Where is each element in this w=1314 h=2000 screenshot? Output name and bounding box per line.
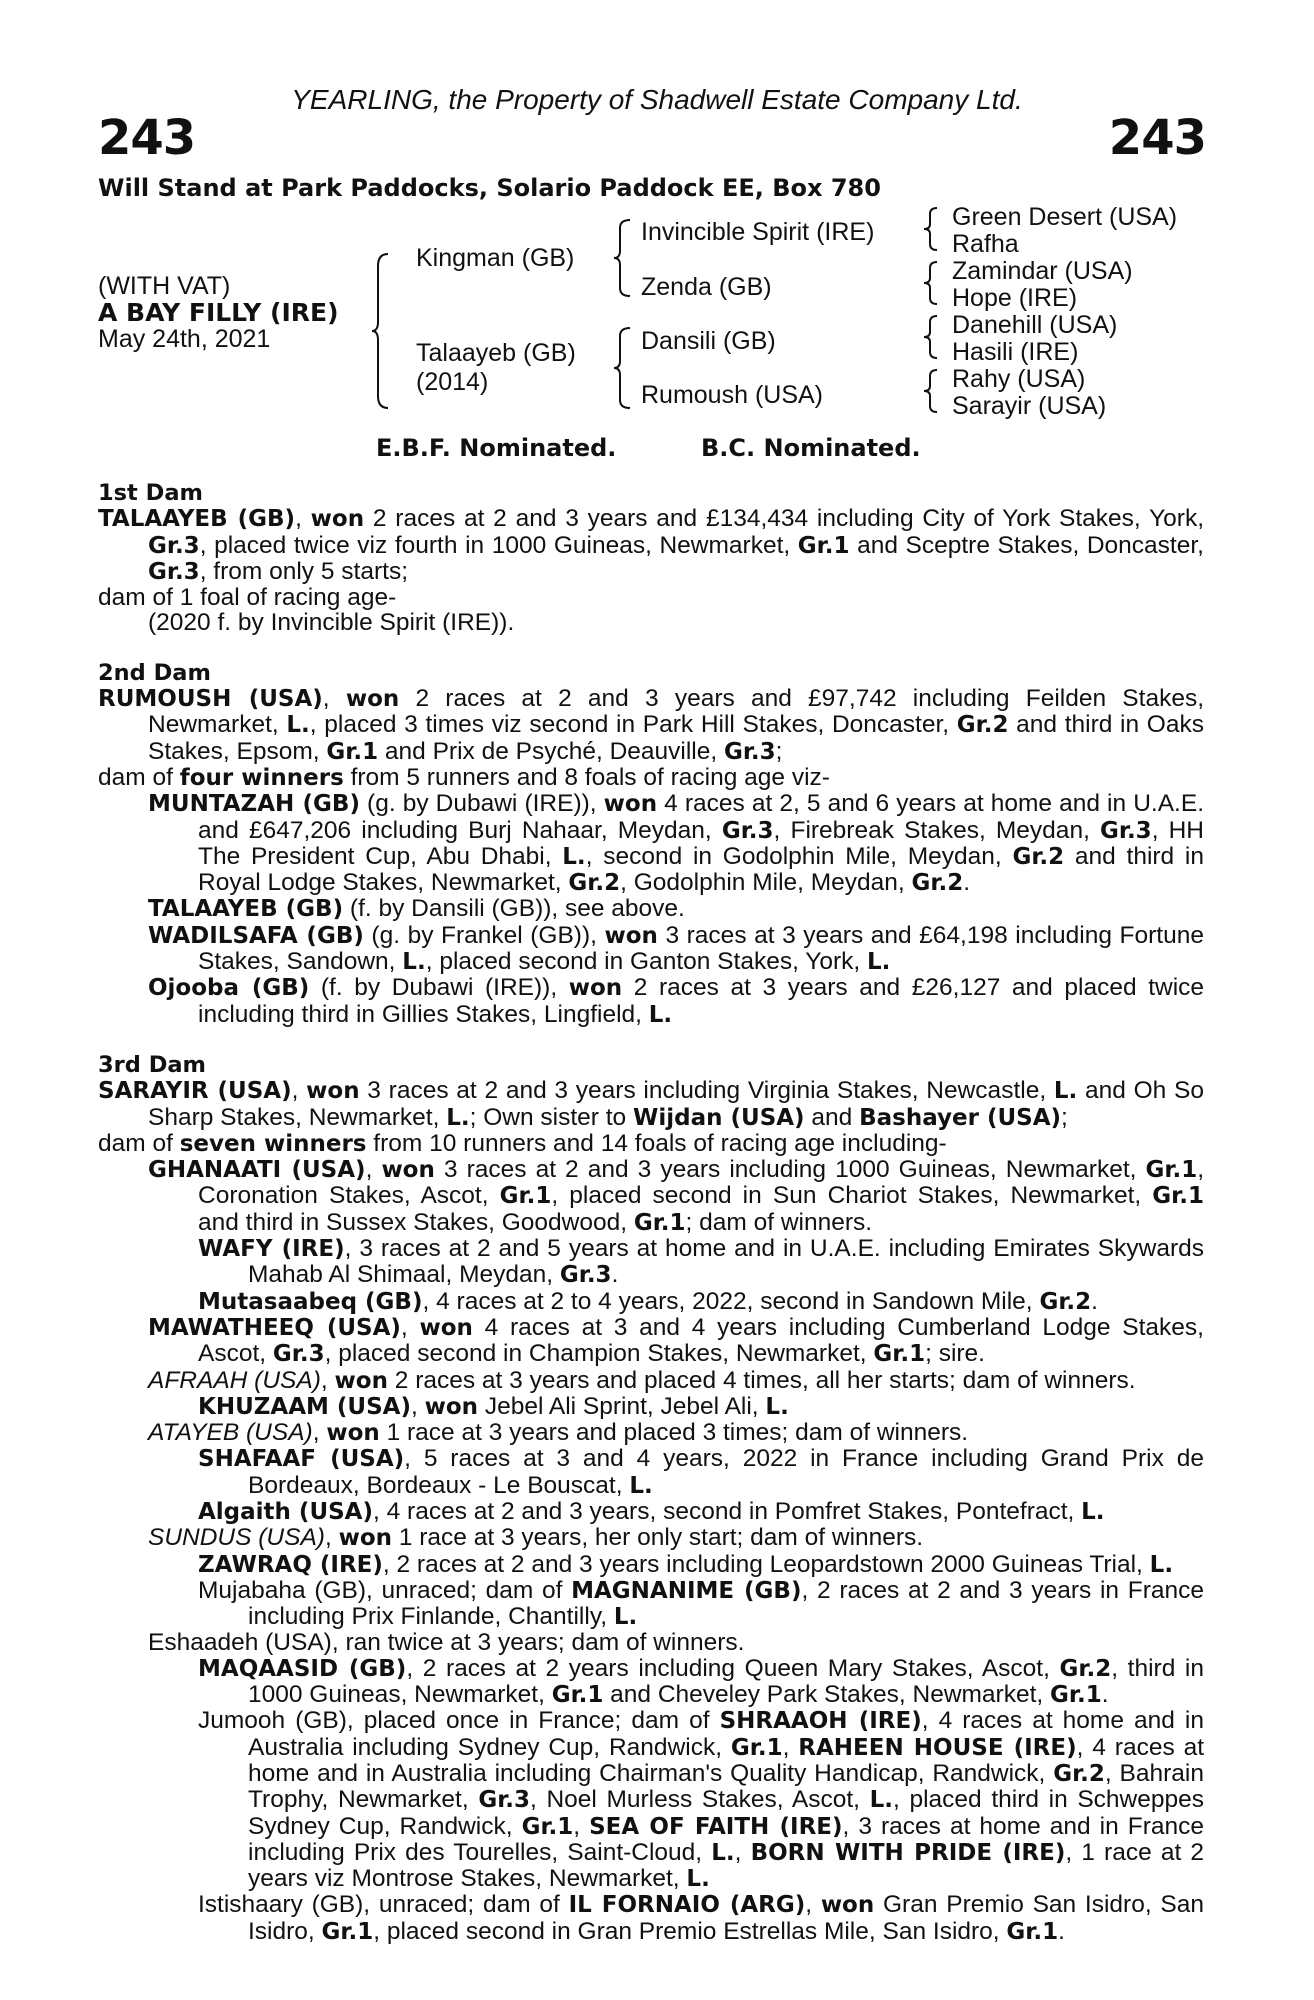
grand-produce-entry: Istishaary (GB), unraced; dam of IL FORNAIO (ARG), won Gran Premio San Isidro, San Isidro, Gr.1, placed second in Gran Premio Estrellas Mile, San Isidro, Gr.1. [198,1891,1204,1945]
produce-entry: Ojooba (GB) (f. by Dubawi (IRE)), won 2 races at 3 years and £26,127 and placed twice including third in Gillies Stakes, Lingfield, L. [148,974,1205,1028]
brace-gen1 [370,252,392,410]
brace-gen3-4 [922,368,940,414]
gen3-ancestor-3: Zamindar (USA) [952,257,1133,285]
first-dam-produce: (2020 f. by Invincible Spirit (IRE)). [148,609,515,637]
produce-entry: TALAAYEB (GB) (f. by Dansili (GB)), see above. [148,895,685,923]
stand-location: Will Stand at Park Paddocks, Solario Paddock EE, Box 780 [98,174,881,202]
third-dam-record: SARAYIR (USA), won 3 races at 2 and 3 years including Virginia Stakes, Newcastle, L. and Oh So Sharp Stakes, Newmarket, L.; Own sister to Wijdan (USA) and Bashayer (USA); [98,1077,1204,1131]
brace-dam [612,326,634,410]
bc-nomination: B.C. Nominated. [701,434,921,462]
dam-sire: Dansili (GB) [641,327,776,355]
grand-produce-entry: Algaith (USA), 4 races at 2 and 3 years, second in Pomfret Stakes, Pontefract, L. [198,1497,1105,1525]
lot-number-right: 243 [1108,110,1206,166]
brace-sire [612,218,634,298]
second-dam-record: RUMOUSH (USA), won 2 races at 2 and 3 years and £97,742 including Feilden Stakes, Newmarket, L., placed 3 times viz second in Park Hill Stakes, Doncaster, Gr.2 and third in Oaks Stakes, Epsom, Gr.1 and Prix de Psyché, Deauville, Gr.3; [98,685,1204,765]
first-dam-heading: 1st Dam [98,480,203,506]
grand-produce-entry: Mujabaha (GB), unraced; dam of MAGNANIME (GB), 2 races at 2 and 3 years in France including Prix Finlande, Chantilly, L. [198,1576,1204,1631]
vat-label: (WITH VAT) [98,272,231,300]
grand-produce-entry: KHUZAAM (USA), won Jebel Ali Sprint, Jebel Ali, L. [198,1392,789,1420]
dam: Talaayeb (GB) [416,339,576,367]
ebf-nomination: E.B.F. Nominated. [376,434,617,462]
gen3-ancestor-8: Sarayir (USA) [952,392,1107,420]
grand-produce-entry: ZAWRAQ (IRE), 2 races at 2 and 3 years including Leopardstown 2000 Guineas Trial, L. [198,1550,1174,1578]
pedigree-notes [98,481,1204,1945]
lot-number-left: 243 [98,110,196,166]
brace-gen3-1 [922,206,940,252]
brace-gen3-2 [922,260,940,306]
gen3-ancestor-1: Green Desert (USA) [952,203,1178,231]
third-dam-produce-summary: dam of seven winners from 10 runners and 14 foals of racing age including- [98,1129,947,1157]
dam-year: (2014) [416,368,489,396]
sire-dam: Zenda (GB) [641,273,772,301]
page-header-title: YEARLING, the Property of Shadwell Estate Company Ltd. [291,84,1023,115]
brace-gen3-3 [922,314,940,360]
produce-entry: ATAYEB (USA), won 1 race at 3 years and placed 3 times; dam of winners. [148,1419,969,1447]
sire-sire: Invincible Spirit (IRE) [641,218,875,246]
produce-entry: MUNTAZAH (GB) (g. by Dubawi (IRE)), won 4 races at 2, 5 and 6 years at home and in U.A.E. and £647,206 including Burj Nahaar, Meydan, Gr.3, Firebreak Stakes, Meydan, Gr.3, HH The President Cup, Abu Dhabi, L., second in Godolphin Mile, Meydan, Gr.2 and third in Royal Lodge Stakes, Newmarket, Gr.2, Godolphin Mile, Meydan, Gr.2. [148,790,1205,897]
third-dam-heading: 3rd Dam [98,1051,206,1078]
produce-entry: Eshaadeh (USA), ran twice at 3 years; dam of winners. [148,1629,745,1657]
gen3-ancestor-6: Hasili (IRE) [952,338,1079,366]
foaling-date: May 24th, 2021 [98,325,271,353]
first-dam-record: TALAAYEB (GB), won 2 races at 2 and 3 years and £134,434 including City of York Stakes, York, Gr.3, placed twice viz fourth in 1000 Guineas, Newmarket, Gr.1 and Sceptre Stakes, Doncaster, Gr.3, from only 5 starts; [98,505,1205,585]
produce-entry: GHANAATI (USA), won 3 races at 2 and 3 years including 1000 Guineas, Newmarket, Gr.1, Coronation Stakes, Ascot, Gr.1, placed second in Sun Chariot Stakes, Newmarket, Gr.1 and third in Sussex Stakes, Goodwood, Gr.1; dam of winners. [148,1156,1205,1236]
first-dam-produce-summary: dam of 1 foal of racing age- [98,584,397,612]
produce-entry: AFRAAH (USA), won 2 races at 3 years and placed 4 times, all her starts; dam of winners. [148,1366,1136,1394]
grand-produce-entry: WAFY (IRE), 3 races at 2 and 5 years at home and in U.A.E. including Emirates Skywards Mahab Al Shimaal, Meydan, Gr.3. [198,1235,1204,1289]
grand-produce-entry: MAQAASID (GB), 2 races at 2 years including Queen Mary Stakes, Ascot, Gr.2, third in 1000 Guineas, Newmarket, Gr.1 and Cheveley Park Stakes, Newmarket, Gr.1. [198,1654,1205,1709]
horse-description: A BAY FILLY (IRE) [98,298,339,327]
second-dam-produce-summary: dam of four winners from 5 runners and 8 foals of racing age viz- [98,763,830,791]
produce-entry: SUNDUS (USA), won 1 race at 3 years, her only start; dam of winners. [148,1524,924,1552]
gen3-ancestor-4: Hope (IRE) [952,284,1078,312]
grand-produce-entry: Mutasaabeq (GB), 4 races at 2 to 4 years, 2022, second in Sandown Mile, Gr.2. [198,1287,1098,1315]
produce-entry: WADILSAFA (GB) (g. by Frankel (GB)), won 3 races at 3 years and £64,198 including Fortune Stakes, Sandown, L., placed second in Ganton Stakes, York, L. [148,921,1204,976]
grand-produce-entry: Jumooh (GB), placed once in France; dam of SHRAAOH (IRE), 4 races at home and in Australia including Sydney Cup, Randwick, Gr.1, RAHEEN HOUSE (IRE), 4 races at home and in Australia including Chairman's Quality Handicap, Randwick, Gr.2, Bahrain Trophy, Newmarket, Gr.3, Noel Murless Stakes, Ascot, L., placed third in Schweppes Sydney Cup, Randwick, Gr.1, SEA OF FAITH (IRE), 3 races at home and in France including Prix des Tourelles, Saint-Cloud, L., BORN WITH PRIDE (IRE), 1 race at 2 years viz Montrose Stakes, Newmarket, L. [198,1707,1205,1893]
grand-produce-entry: SHAFAAF (USA), 5 races at 3 and 4 years, 2022 in France including Grand Prix de Bordeaux, Bordeaux - Le Bouscat, L. [198,1445,1204,1499]
gen3-ancestor-2: Rafha [952,230,1019,258]
gen3-ancestor-7: Rahy (USA) [952,365,1086,393]
gen3-ancestor-5: Danehill (USA) [952,311,1118,339]
second-dam-heading: 2nd Dam [98,659,211,686]
dam-dam: Rumoush (USA) [641,381,823,409]
produce-entry: MAWATHEEQ (USA), won 4 races at 3 and 4 years including Cumberland Lodge Stakes, Ascot, Gr.3, placed second in Champion Stakes, Newmarket, Gr.1; sire. [148,1313,1204,1368]
sire: Kingman (GB) [416,244,575,272]
